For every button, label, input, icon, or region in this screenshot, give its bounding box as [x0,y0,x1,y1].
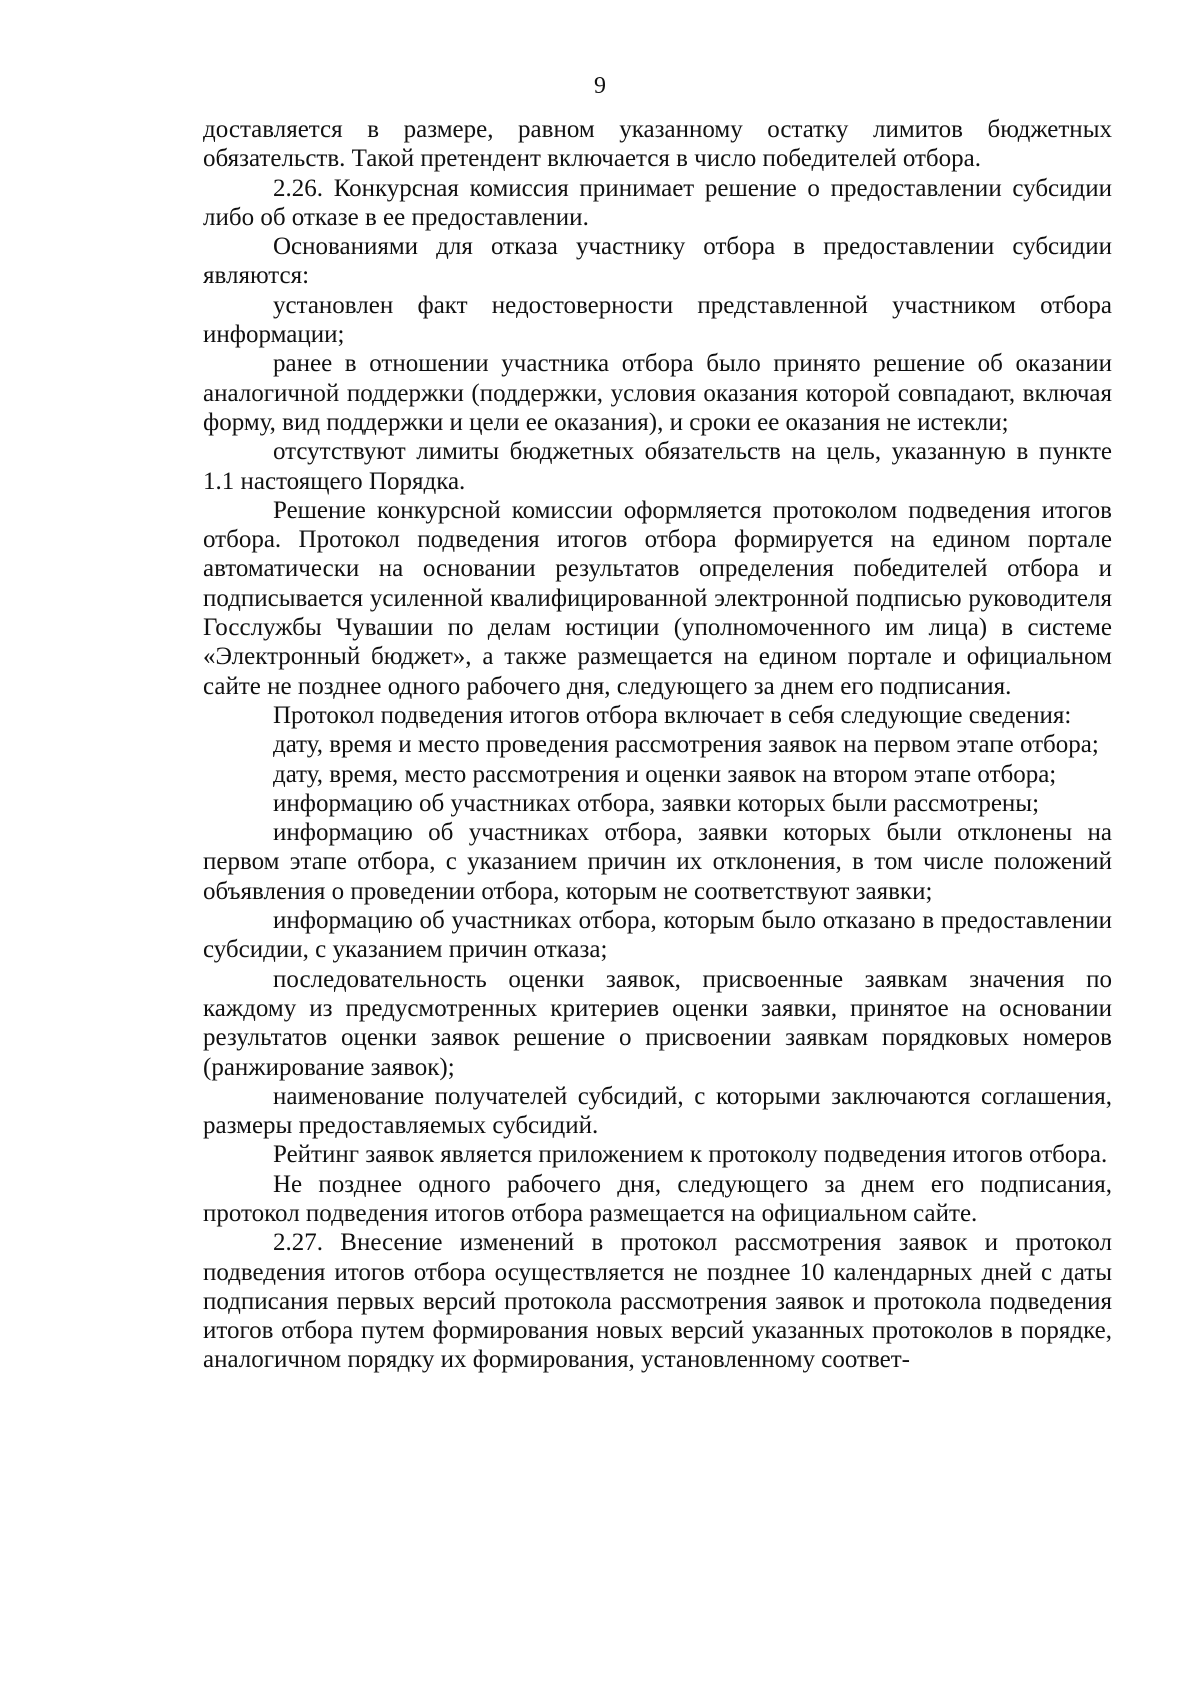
paragraph-2: 2.26. Конкурсная комиссия принимает решение о предоставлении субсидии либо об отказе в ее предоставлении. [203,174,1112,231]
paragraph-1: доставляется в размере, равном указанному остатку лимитов бюджетных обязательств. Такой претендент включается в число победителей отбора. [203,116,1112,173]
paragraph-12: информацию об участниках отбора, заявки которых были отклонены на первом этапе отбора, с указанием причин их отклонения, в том числе положений объявления о проведении отбора, которым не соответствуют заявки; [203,819,1112,905]
paragraph-11: информацию об участниках отбора, заявки которых были рассмотрены; [273,789,1040,817]
paragraph-14: последовательность оценки заявок, присвоенные заявкам значения по каждому из предусмотренных критериев оценки заявки, принятое на основании результатов оценки заявок решение о присвоении заявкам порядковых номеров (ранжирование заявок); [203,965,1112,1081]
paragraph-9: дату, время и место проведения рассмотрения заявок на первом этапе отбора; [273,731,1099,759]
paragraph-10: дату, время, место рассмотрения и оценки заявок на втором этапе отбора; [273,760,1057,788]
paragraph-6: отсутствуют лимиты бюджетных обязательств на цель, указанную в пункте 1.1 настоящего Порядка. [203,438,1112,495]
paragraph-5: ранее в отношении участника отбора было принято решение об оказании аналогичной поддержки (поддержки, условия оказания которой совпадают, включая форму, вид поддержки и цели ее оказания), и сроки ее оказания не истекли; [203,350,1112,436]
paragraph-8: Протокол подведения итогов отбора включает в себя следующие сведения: [273,701,1072,729]
paragraph-7: Решение конкурсной комиссии оформляется протоколом подведения итогов отбора. Протокол подведения итогов отбора формируется на едином портале автоматически на основании результатов определения победителей отбора и подписывается усиленной квалифицированной электронной подписью руководителя Госслужбы Чувашии по делам юстиции (уполномоченного им лица) в системе «Электронный бюджет», а также размещается на едином портале и официальном сайте не позднее одного рабочего дня, следующего за днем его подписания. [203,496,1112,700]
paragraph-3: Основаниями для отказа участнику отбора в предоставлении субсидии являются: [203,233,1112,290]
document-body [203,115,1112,1375]
paragraph-15: наименование получателей субсидий, с которыми заключаются соглашения, размеры предоставляемых субсидий. [203,1082,1112,1140]
paragraph-18: 2.27. Внесение изменений в протокол рассмотрения заявок и протокол подведения итогов отбора осуществляется не позднее 10 календарных дней с даты подписания первых версий протокола рассмотрения заявок и протокола подведения итогов отбора путем формирования новых версий указанных протоколов в порядке, аналогичном порядку их формирования, установленному соответ- [203,1229,1112,1374]
page-number: 9 [594,73,606,99]
paragraph-4: установлен факт недостоверности представленной участником отбора информации; [203,291,1112,349]
paragraph-16: Рейтинг заявок является приложением к протоколу подведения итогов отбора. [273,1141,1108,1169]
paragraph-17: Не позднее одного рабочего дня, следующего за днем его подписания, протокол подведения итогов отбора размещается на официальном сайте. [203,1170,1112,1227]
paragraph-13: информацию об участниках отбора, которым было отказано в предоставлении субсидии, с указанием причин отказа; [203,907,1112,964]
